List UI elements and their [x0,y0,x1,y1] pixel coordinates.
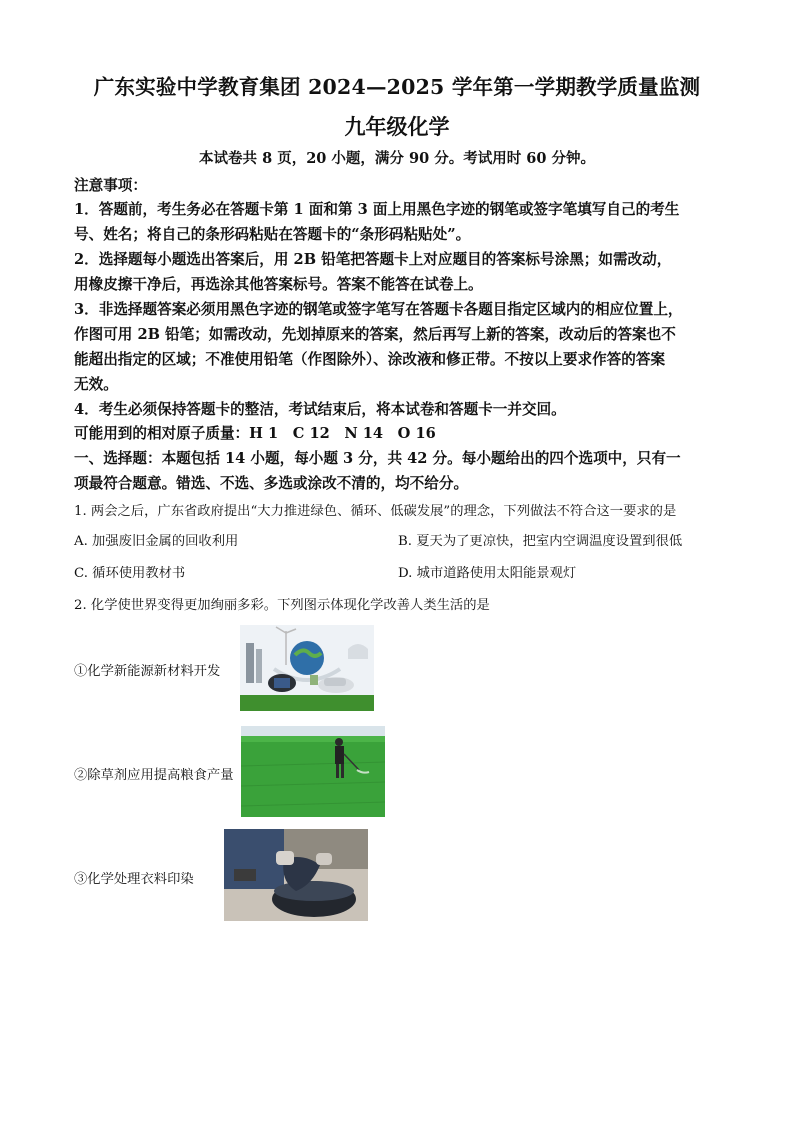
question-2-stem: 2. 化学使世界变得更加绚丽多彩。下列图示体现化学改善人类生活的是 [74,598,490,613]
notice-line: 号、姓名；将自己的条形码粘贴在答题卡的“条形码粘贴处”。 [74,226,471,243]
exam-subject: 九年级化学 [344,114,450,139]
notice-line: 3．非选择题答案必须用黑色字迹的钢笔或签字笔写在答题卡各题目指定区域内的相应位置上， [74,301,683,318]
notice-line: 作图可用 2B 铅笔；如需改动，先划掉原来的答案，然后再写上新的答案，改动后的答案也不 [74,326,676,343]
q1-option-b: B. 夏天为了更凉快，把室内空调温度设置到很低 [398,534,683,549]
notice-line: 1．答题前，考生务必在答题卡第 1 面和第 3 面上用黑色字迹的钢笔或签字笔填写自己的考生 [74,201,680,218]
q1-option-d: D. 城市道路使用太阳能景观灯 [398,566,577,581]
section-heading-cont: 项最符合题意。错选、不选、多选或涂改不清的，均不给分。 [74,475,469,492]
q1-option-c: C. 循环使用教材书 [74,566,186,581]
notice-heading: 注意事项： [74,177,147,194]
exam-info: 本试卷共 8 页，20 小题，满分 90 分。考试用时 60 分钟。 [199,150,595,167]
notice-line: 2．选择题每小题选出答案后，用 2B 铅笔把答题卡上对应题目的答案标号涂黑；如需改动， [74,251,672,268]
fabric-dyeing-image [224,829,368,921]
q2-item-2-caption: ②除草剂应用提高粮食产量 [74,768,234,783]
q1-option-a: A. 加强废旧金属的回收利用 [74,534,239,549]
notice-line: 用橡皮擦干净后，再选涂其他答案标号。答案不能答在试卷上。 [74,276,483,293]
section-heading: 一、选择题：本题包括 14 小题，每小题 3 分，共 42 分。每小题给出的四个选项中，只有一 [74,450,681,467]
new-energy-materials-image [240,625,374,711]
q2-item-3-caption: ③化学处理衣料印染 [74,872,194,887]
question-1-stem: 1. 两会之后，广东省政府提出“大力推进绿色、循环、低碳发展”的理念，下列做法不符合这一要求的是 [74,504,677,519]
exam-title: 广东实验中学教育集团 2024—2025 学年第一学期教学质量监测 [93,75,701,99]
notice-line: 无效。 [74,376,118,393]
herbicide-spraying-image [241,726,385,817]
notice-line: 4．考生必须保持答题卡的整洁，考试结束后，将本试卷和答题卡一并交回。 [74,401,566,418]
atomic-mass-line: 可能用到的相对原子质量：H 1 C 12 N 14 O 16 [74,425,436,442]
q2-item-1-caption: ①化学新能源新材料开发 [74,664,221,679]
notice-line: 能超出指定的区域；不准使用铅笔（作图除外）、涂改液和修正带。不按以上要求作答的答案 [74,351,666,368]
